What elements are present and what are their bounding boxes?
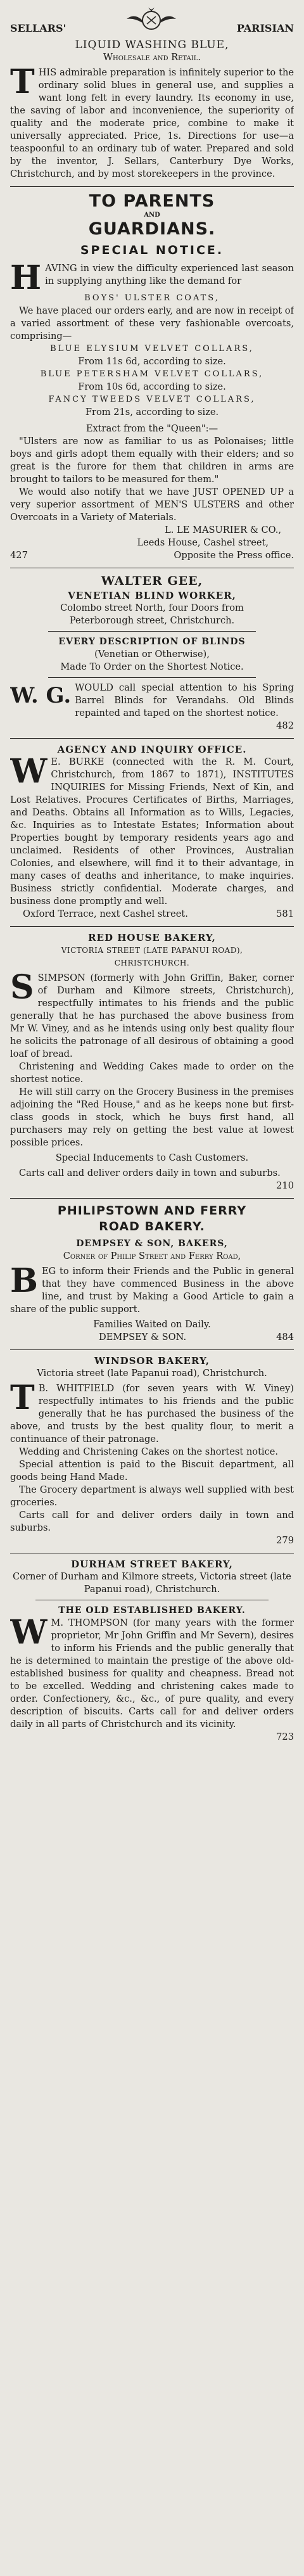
parents-sign-name: L. LE MASURIER & CO., <box>165 525 281 535</box>
gee-spring-blinds-text: WOULD call special attention to his Spring Barrel Blinds for Verandahs. Old Blinds repainted and taped on the shortest notice. <box>75 682 294 718</box>
philips-ad-number: 484 <box>276 1332 294 1342</box>
durham-dropcap: W <box>10 1613 48 1652</box>
gee-venetian-note: (Venetian or Otherwise), <box>94 649 210 660</box>
parents-para3: We would also notify that we have JUST OPENED UP a very superior assortment of MEN'S ULSTERS and other Overcoats in a Variety of Materials. <box>10 487 294 523</box>
parents-item-fancy-tweeds: FANCY TWEEDS VELVET COLLARS, <box>48 395 256 404</box>
gee-address-line2: Peterborough street, Christchurch. <box>69 615 235 626</box>
sellars-body-text: HIS admirable preparation is infinitely superior to the ordinary solid blues in general use, and supplies a want long felt in every laundry. Its economy in use, the saving of labor and inconvenience, the superiority of quality and the moderate price, combine to make it universally appreciated. Price, 1s. Directions for use—a teaspoonful to an ordinary tub of water. Prepared and sold by the inventor, J. Sellars, Canterbury Dye Works, Christchurch, and by most storekeepers in the province. <box>10 67 294 179</box>
redhouse-para3: He will still carry on the Grocery Business in the premises adjoining the "Red House," and as he keeps none but first-class goods in stock, which he buys first hand, all purchasers may rely on getting the best value at lowest possible prices. <box>10 1087 294 1148</box>
philips-title-line2: ROAD BAKERY. <box>99 1220 205 1234</box>
windsor-para1-text: B. WHITFIELD (for seven years with W. Viney) respectfully intimates to his friends and the public generally that he has purchased the business of the above, and trusts by the best quality flour, to merit a continuance of their patronage. <box>10 1383 294 1444</box>
sellars-dropcap: T <box>10 63 35 101</box>
windsor-para4: The Grocery department is always well supplied with best groceries. <box>10 1484 294 1508</box>
parents-sign-address: Leeds House, Cashel street, <box>137 537 269 548</box>
windsor-ad <box>10 1355 294 1547</box>
sellars-product-title: LIQUID WASHING BLUE, <box>75 39 229 51</box>
redhouse-ad-number: 210 <box>276 1180 294 1191</box>
gee-ad <box>10 573 294 732</box>
agency-footer <box>10 908 294 921</box>
parents-sign-location: Opposite the Press office. <box>174 550 294 561</box>
agency-body-text: E. BURKE (connected with the R. M. Court, Christchurch, from 1867 to 1871), INSTITUTES INQUIRIES for Missing Friends, Next of Kin, and Lost Relatives. Procures Certificates of Births, Marriages, and Deaths. Obtains all Information as to Wills, Legacies, &c. Inquiries as to Intestate Estates; Information about Properties bought by temporary residents years ago and unclaimed. Residents of other Provinces, Australian Colonies, and elsewhere, will find it to their advantage, in many cases of deaths and inheritance, to make inquiries. Business strictly confidential. Moderate charges, and business done promptly and well. <box>10 756 294 907</box>
divider <box>48 631 256 632</box>
gee-trade: VENETIAN BLIND WORKER, <box>68 590 236 601</box>
agency-ad <box>10 743 294 921</box>
parents-dropcap: H <box>10 258 42 297</box>
parents-item-blue-petersham: BLUE PETERSHAM VELVET COLLARS, <box>40 369 264 379</box>
parents-item-fancy-tweeds-price: From 21s, according to size. <box>85 407 219 418</box>
divider <box>10 1198 294 1199</box>
divider <box>10 186 294 187</box>
divider <box>10 738 294 739</box>
windsor-para1 <box>10 1379 294 1446</box>
windsor-ad-number: 279 <box>276 1535 294 1546</box>
parents-title-line2: GUARDIANS. <box>88 219 216 239</box>
agency-address: Oxford Terrace, next Cashel street. <box>23 909 188 919</box>
parents-item-blue-petersham-price: From 10s 6d, according to size. <box>78 381 226 392</box>
sellars-header-left: SELLARS' <box>10 22 66 34</box>
durham-subtitle: THE OLD ESTABLISHED BAKERY. <box>58 1605 246 1616</box>
agency-body <box>10 752 294 908</box>
durham-body <box>10 1613 294 1731</box>
sellars-header-right: PARISIAN <box>236 22 294 34</box>
divider <box>10 1349 294 1350</box>
parents-sign-footer <box>10 549 294 562</box>
parents-special-notice: SPECIAL NOTICE. <box>80 243 224 257</box>
gee-made-to-order: Made To Order on the Shortest Notice. <box>60 661 244 672</box>
philips-dropcap: B <box>10 1261 38 1300</box>
parents-ad <box>10 191 294 562</box>
durham-body-text: M. THOMPSON (for many years with the former proprietor, Mr John Griffin and Mr Severn), desires to inform his Friends and the public generally that he is determined to maintain the prestige of the above old-established business for quality and cheapness. Bread not to be excelled. Wedding and christening cakes made to order. Confectionery, &c., &c., of pure quality, and every description of biscuits. Carts call for and deliver orders daily in all parts of Christchurch and its vicinity. <box>10 1617 294 1730</box>
windsor-dropcap: T <box>10 1379 35 1417</box>
redhouse-address: VICTORIA STREET (LATE PAPANUI ROAD), <box>61 946 243 955</box>
windsor-title: WINDSOR BAKERY, <box>94 1355 210 1367</box>
royal-crest-icon <box>123 6 180 35</box>
divider <box>48 677 256 678</box>
sellars-trade-line: Wholesale and Retail. <box>103 52 201 63</box>
philips-title-line1: PHILIPSTOWN AND FERRY <box>57 1204 247 1218</box>
agency-title: AGENCY AND INQUIRY OFFICE. <box>57 744 247 755</box>
redhouse-title: RED HOUSE BAKERY, <box>88 932 216 943</box>
parents-queen-quote: "Ulsters are now as familiar to us as Polonaises; little boys and girls adopt them equally with their elders; and so great is the furore for them that children in arms are brought to tailors to be measured for them." <box>10 436 294 485</box>
redhouse-para2: Christening and Wedding Cakes made to order on the shortest notice. <box>10 1061 294 1085</box>
durham-address: Corner of Durham and Kilmore streets, Victoria street (late Papanui road), Christchurch. <box>13 1571 291 1595</box>
philips-name: DEMPSEY & SON, BAKERS, <box>76 1239 228 1249</box>
parents-queen-intro: Extract from the "Queen":— <box>86 423 218 434</box>
gee-initials: W. G. <box>10 683 72 708</box>
redhouse-city: CHRISTCHURCH. <box>114 959 190 967</box>
parents-title-line1: TO PARENTS <box>89 191 215 211</box>
parents-item-ulsters: BOYS' ULSTER COATS, <box>84 293 220 303</box>
parents-para1-text: AVING in view the difficulty experienced last season in supplying anything like the demand for <box>45 263 294 286</box>
parents-item-blue-elysium: BLUE ELYSIUM VELVET COLLARS, <box>50 344 254 354</box>
philips-footer <box>10 1331 294 1344</box>
sellars-header <box>10 6 294 35</box>
gee-address-line1: Colombo street North, four Doors from <box>60 603 244 613</box>
gee-spring-blinds <box>10 682 294 720</box>
agency-ad-number: 581 <box>276 909 294 919</box>
divider <box>10 926 294 927</box>
durham-title: DURHAM STREET BAKERY, <box>71 1559 233 1570</box>
philips-sign: DEMPSEY & SON. <box>99 1332 187 1342</box>
gee-name: WALTER GEE, <box>101 574 203 588</box>
sellars-ad <box>10 6 294 181</box>
redhouse-ad <box>10 931 294 1192</box>
redhouse-special: Special Inducements to Cash Customers. <box>55 1152 249 1163</box>
parents-and-word: AND <box>144 212 160 219</box>
parents-item-blue-elysium-price: From 11s 6d, according to size. <box>78 356 226 367</box>
gee-ad-number: 482 <box>276 720 294 731</box>
windsor-para3: Special attention is paid to the Biscuit department, all goods being Hand Made. <box>10 1459 294 1482</box>
durham-ad <box>10 1558 294 1744</box>
sellars-body <box>10 63 294 181</box>
redhouse-para1 <box>10 968 294 1061</box>
redhouse-carts: Carts call and deliver orders daily in town and suburbs. <box>19 1168 281 1178</box>
agency-dropcap: W <box>10 752 48 791</box>
parents-para2: We have placed our orders early, and are now in receipt of a varied assortment of these very fashionable overcoats, comprising— <box>10 305 294 341</box>
parents-ad-number: 427 <box>10 550 28 561</box>
philips-body <box>10 1261 294 1316</box>
windsor-address: Victoria street (late Papanui road), Christchurch. <box>37 1368 267 1379</box>
parents-para1 <box>10 258 294 297</box>
philips-families: Families Waited on Daily. <box>93 1319 211 1330</box>
redhouse-dropcap: S <box>10 968 34 1007</box>
philips-address: Corner of Philip Street and Ferry Road, <box>63 1251 241 1261</box>
windsor-para2: Wedding and Christening Cakes on the shortest notice. <box>19 1446 279 1457</box>
philips-body-text: EG to inform their Friends and the Public in general that they have commenced Business in the above line, and trust by Making a Good Article to gain a share of the public support. <box>10 1266 294 1315</box>
gee-every-description: EVERY DESCRIPTION OF BLINDS <box>58 637 246 647</box>
philips-ad <box>10 1203 294 1344</box>
redhouse-para1-text: SIMPSON (formerly with John Griffin, Baker, corner of Durham and Kilmore streets, Christchurch), respectfully intimates to his friends and the public generally that he has purchased the above business from Mr W. Viney, and as he intends using only best quality flour he solicits the patronage of all desirous of obtaining a good loaf of bread. <box>10 972 294 1059</box>
durham-ad-number: 723 <box>276 1731 294 1742</box>
windsor-carts: Carts call for and deliver orders daily in town and suburbs. <box>10 1510 294 1533</box>
newspaper-column <box>10 6 294 2563</box>
